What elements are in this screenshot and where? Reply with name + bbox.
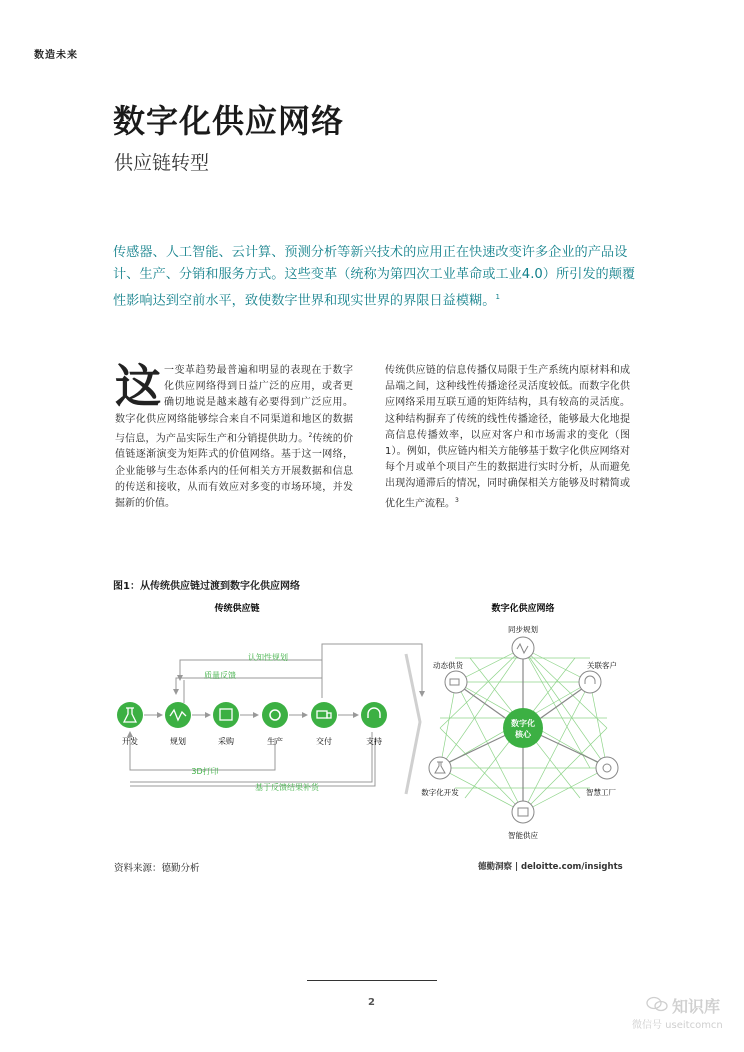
lead-paragraph xyxy=(113,242,638,312)
credit-link[interactable]: 德勤洞察 | deloitte.com/insights xyxy=(478,862,623,872)
body-right-footnote: 3 xyxy=(455,496,459,504)
step-make xyxy=(262,702,288,746)
body-left-footnote: 2 xyxy=(308,431,313,439)
replenish-loop xyxy=(130,738,375,786)
wechat-icon xyxy=(646,996,668,1012)
node-label: 智能供应 xyxy=(508,831,538,840)
print-loop xyxy=(130,732,275,770)
node-label: 动态供货 xyxy=(433,661,463,670)
node-label: 关联客户 xyxy=(587,661,617,670)
feedback-loop-top xyxy=(180,660,322,698)
page-subtitle: 供应链转型 xyxy=(114,152,210,174)
step-plan xyxy=(165,702,191,746)
core-line1: 数字化 xyxy=(511,719,535,728)
dropcap: 这 xyxy=(115,359,161,413)
supply-chain-diagram xyxy=(110,598,630,848)
transition-chevron xyxy=(406,654,420,794)
body-column-right xyxy=(385,363,630,512)
node-label: 同步规划 xyxy=(508,625,538,634)
step-dev xyxy=(117,702,143,746)
step-label: 规划 xyxy=(170,737,186,746)
figure-title: 图1：从传统供应链过渡到数字化供应网络 xyxy=(113,581,300,592)
watermark-site: 微信号 useitcomcn xyxy=(632,1020,723,1031)
feedback-mid-label: 质量反馈 xyxy=(204,671,236,680)
node-label: 智慧工厂 xyxy=(586,788,616,797)
step-deliver xyxy=(311,702,337,746)
lead-text: 传感器、人工智能、云计算、预测分析等新兴技术的应用正在快速改变许多企业的产品设计、生产、分销和服务方式。这些变革（统称为第四次工业革命或工业4.0）所引发的颠覆性影响达到空前水平，致使数字世界和现实世界的界限日益模糊。 xyxy=(113,245,636,309)
body-column-left xyxy=(115,359,354,512)
watermark-brand: 知识库 xyxy=(672,997,721,1016)
watermark xyxy=(632,994,740,1034)
step-label: 支持 xyxy=(366,737,382,746)
network-title: 数字化供应网络 xyxy=(491,604,555,614)
step-label: 采购 xyxy=(218,737,234,746)
cognitive-loop xyxy=(322,644,370,698)
body-left-text: 一变革趋势最普遍和明显的表现在于数字化供应网络得到日益广泛的应用，或者更确切地说是越来越有必要得到广泛应用。数字化供应网络能够综合来自不同渠道和地区的数据与信息，为产品实际生产和分销提供助力。 xyxy=(115,365,353,445)
feedback-replenish-label: 基于反馈结果补货 xyxy=(255,783,319,792)
body-right-text: 传统供应链的信息传播仅局限于生产系统内原材料和成品端之间，这种线性传播途径灵活度较低。而数字化供应网络采用互联互通的矩阵结构，具有较高的灵活度。这种结构摒弃了传统的线性传播途径，能够最大化地提高信息传播效率，以应对客户和市场需求的变化（图1）。例如，供应链内相关方能够基于数字化供应网络对每个月或单个项目产生的数据进行实时分析，从而避免出现沟通滞后的情况，同时确保相关方能够及时精简或优化生产流程。 xyxy=(385,365,630,509)
header-label: 数造未来 xyxy=(34,50,78,61)
step-label: 交付 xyxy=(316,737,332,746)
step-label: 开发 xyxy=(122,737,138,746)
quality-loop xyxy=(176,678,322,694)
body-left-text-2: 传统的价值链逐渐演变为矩阵式的价值网络。基于这一网络，企业能够与生态体系内的任何相关方开展数据和信息的传送和接收，从而有效应对多变的市场环境，并发掘新的价值。 xyxy=(115,433,354,509)
footer-rule xyxy=(307,980,437,981)
network-core xyxy=(503,708,543,748)
step-label: 生产 xyxy=(267,737,283,746)
node-label: 数字化开发 xyxy=(421,788,459,797)
step-support xyxy=(361,702,387,746)
feedback-top-label: 认知性规划 xyxy=(248,653,288,662)
traditional-chain-title: 传统供应链 xyxy=(214,604,260,614)
lead-footnote: 1 xyxy=(495,293,500,301)
core-line2: 核心 xyxy=(515,730,531,739)
page-number: 2 xyxy=(368,997,375,1008)
source-note: 资料来源：德勤分析 xyxy=(114,863,200,874)
step-source xyxy=(213,702,239,746)
feedback-print-label: 3D打印 xyxy=(191,767,219,776)
page-title: 数字化供应网络 xyxy=(113,102,345,140)
